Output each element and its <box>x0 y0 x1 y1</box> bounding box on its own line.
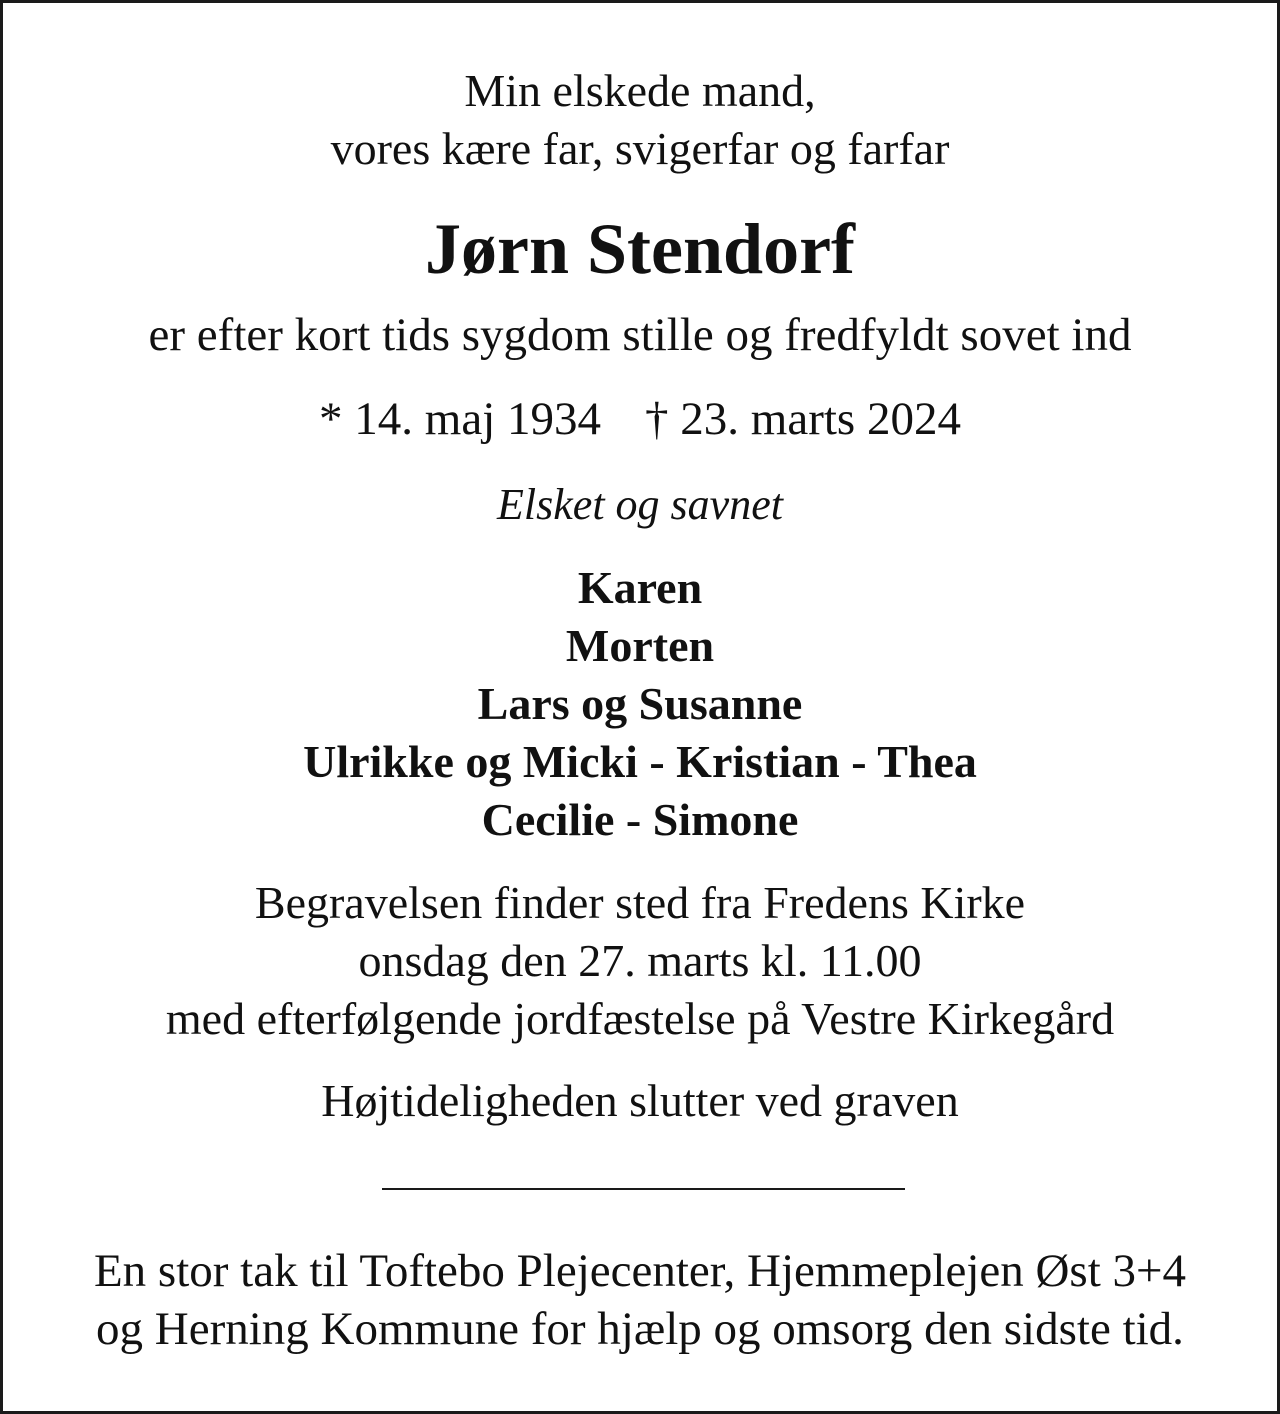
life-dates <box>3 391 1277 447</box>
family-member: Karen <box>577 562 703 613</box>
deceased-name: Jørn Stendorf <box>425 209 855 289</box>
family-member: Cecilie - Simone <box>481 794 799 845</box>
divider-line <box>382 1188 905 1190</box>
intro-line-2: vores kære far, svigerfar og farfar <box>330 123 950 174</box>
funeral-line-3: med efterfølgende jordfæstelse på Vestre Kirkegård <box>165 993 1115 1044</box>
intro-line-1: Min elskede mand, <box>464 65 816 116</box>
thanks-line-2: og Herning Kommune for hjælp og omsorg den sidste tid. <box>96 1303 1184 1355</box>
funeral-line-1: Begravelsen finder sted fra Fredens Kirke <box>254 877 1026 928</box>
family-member: Morten <box>565 620 715 671</box>
thanks-line-1: En stor tak til Toftebo Plejecenter, Hjemmeplejen Øst 3+4 <box>93 1245 1187 1297</box>
closing-note: Højtideligheden slutter ved graven <box>321 1075 959 1126</box>
birth-date: * 14. maj 1934 <box>319 393 602 445</box>
family-member: Ulrikke og Micki - Kristian - Thea <box>303 736 977 787</box>
funeral-line-2: onsdag den 27. marts kl. 11.00 <box>358 935 922 986</box>
tribute-text: Elsket og savnet <box>497 480 783 529</box>
passing-text: er efter kort tids sygdom stille og fredfyldt sovet ind <box>148 309 1132 361</box>
family-member: Lars og Susanne <box>477 678 803 729</box>
death-date: † 23. marts 2024 <box>645 393 961 445</box>
